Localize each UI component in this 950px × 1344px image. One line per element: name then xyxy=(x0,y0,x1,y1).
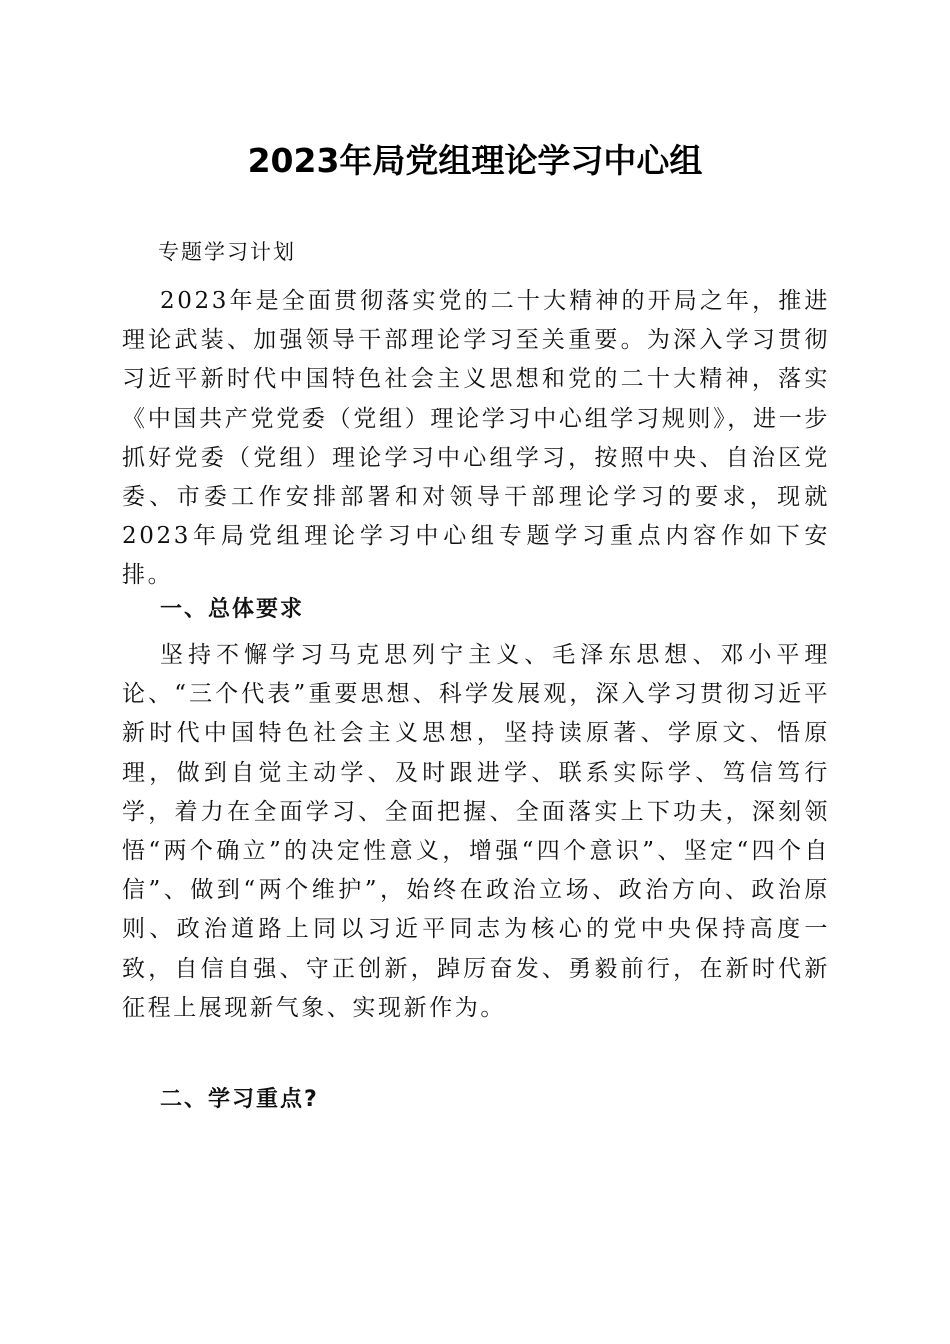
document-title: 2023年局党组理论学习中心组 xyxy=(247,141,703,180)
general-requirements-paragraph: 坚持不懈学习马克思列宁主义、毛泽东思想、邓小平理论、“三个代表”重要思想、科学发展观，深入学习贯彻习近平新时代中国特色社会主义思想，坚持读原著、学原文、悟原理，做到自觉主动学、及时跟进学、联系实际学、笃信笃行学，着力在全面学习、全面把握、全面落实上下功夫，深刻领悟“两个确立”的决定性意义，增强“四个意识”、坚定“四个自信”、做到“两个维护”，始终在政治立场、政治方向、政治原则、政治道路上同以习近平同志为核心的党中央保持高度一致，自信自强、守正创新，踔厉奋发、勇毅前行，在新时代新征程上展现新气象、实现新作为。 xyxy=(122,642,830,1021)
intro-paragraph: 2023年是全面贯彻落实党的二十大精神的开局之年，推进理论武装、加强领导干部理论学习至关重要。为深入学习贯彻习近平新时代中国特色社会主义思想和党的二十大精神，落实《中国共产党党委（党组）理论学习中心组学习规则》，进一步抓好党委（党组）理论学习中心组学习，按照中央、自治区党委、市委工作安排部署和对领导干部理论学习的要求，现就2023年局党组理论学习中心组专题学习重点内容作如下安排。 xyxy=(122,288,830,589)
document-subtitle: 专题学习计划 xyxy=(158,240,296,264)
section-heading-study-focus: 二、学习重点? xyxy=(160,1087,319,1112)
section-heading-general-requirements: 一、总体要求 xyxy=(160,597,305,622)
